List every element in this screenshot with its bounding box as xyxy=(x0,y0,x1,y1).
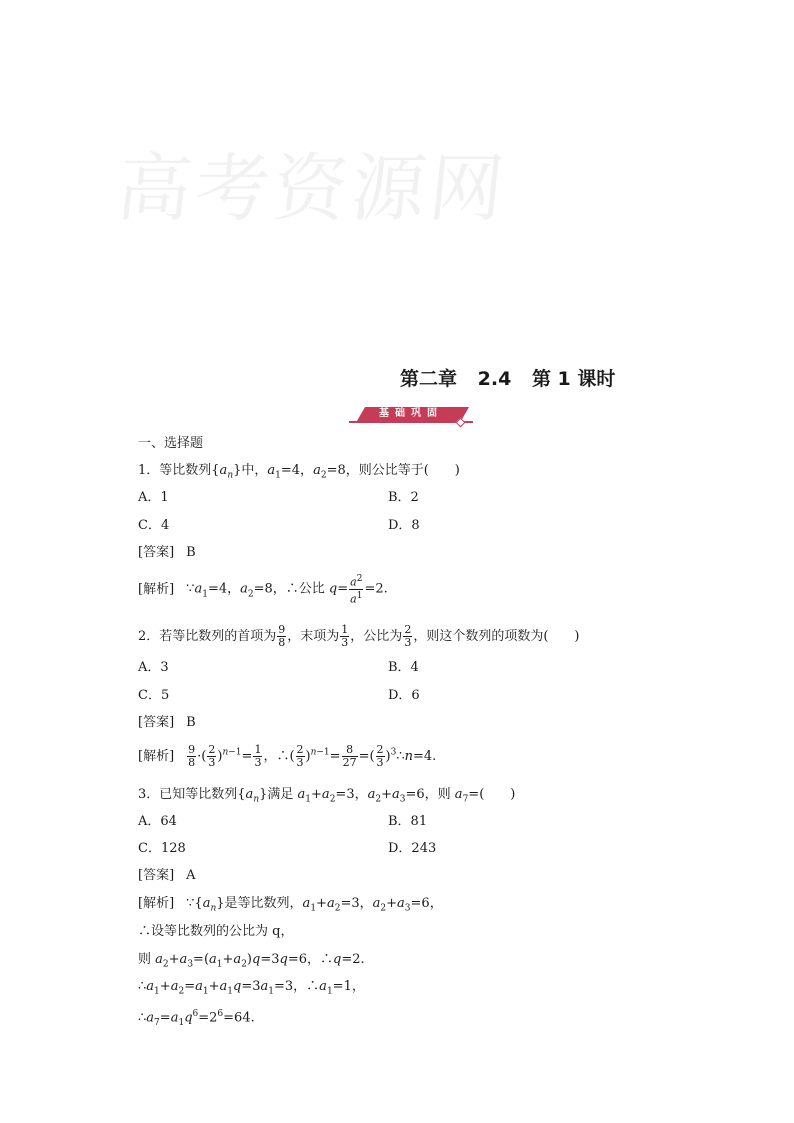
chapter-heading xyxy=(400,364,629,391)
question-3-option-a: A．64 xyxy=(138,814,177,829)
chapter-label: 第二章 xyxy=(400,368,458,390)
question-2-answer xyxy=(138,715,196,731)
question-2-option-c: C．5 xyxy=(138,688,170,703)
question-3-analysis-2: ∴设等比数列的公比为 q， xyxy=(138,924,294,939)
section-banner xyxy=(347,404,475,424)
question-3-analysis-1: [解析] $\because\{a_n\}$是等比数列，$a_1+a_2=3$，$a_2+a_3=6$， xyxy=(138,896,443,914)
question-1-stem: 1．等比数列$\{a_n\}$中，$a_1=4$，$a_2=8$，则公比等于( ) xyxy=(138,463,460,481)
banner-label: 基础巩固 xyxy=(379,408,443,419)
question-2-stem: 2．若等比数列的首项为 $\frac{9}{8}$ ，末项为 $\frac{1}{3}$ ，公比为 $\frac{2}{3}$ ，则这个数列的项数为( ) xyxy=(138,623,580,649)
answer-tag: [答案] xyxy=(138,715,175,730)
question-1-option-c: C．4 xyxy=(138,518,170,533)
question-2-option-b: B．4 xyxy=(388,660,419,675)
question-3-option-b: B．81 xyxy=(388,814,428,829)
question-1-option-a: A．1 xyxy=(138,490,169,505)
answer-tag: [答案] xyxy=(138,545,175,560)
question-1-answer xyxy=(138,545,196,561)
question-1-option-b: B．2 xyxy=(388,490,419,505)
watermark-logo: 高考资源网 xyxy=(112,146,512,232)
question-2-option-a: A．3 xyxy=(138,660,169,675)
question-2-analysis: [解析] $\frac{9}{8}$ ·( $\frac{2}{3}$ )$^{n-1}$= $\frac{1}{3}$ ，∴( $\frac{2}{3}$ )$^{n-1}$= $\frac{8}{27}$ =( $\frac{2}{3}$ )$^3$∴n=4. xyxy=(138,743,437,769)
answer-value: B xyxy=(186,715,196,730)
question-3-stem: 3．已知等比数列$\{a_n\}$满足 $a_1+a_2=3$，$a_2+a_3=6$，则 $a_7=$( ) xyxy=(138,787,516,805)
question-3-option-d: D．243 xyxy=(388,841,437,856)
question-3-analysis-4: $\therefore a_1+a_2=a_1+a_1q=3a_1=3$，$\therefore a_1=1$， xyxy=(138,979,365,997)
question-3-analysis-3: 则 $a_2+a_3=(a_1+a_2)q=3q=6$，∴q=2. xyxy=(138,952,365,970)
question-3-answer xyxy=(138,868,196,884)
question-2-option-d: D．6 xyxy=(388,688,420,703)
question-1-analysis: [解析] $\because a_1=4$，$a_2=8$，∴公比 q= $\frac{a^2}{a^1}$ =2. xyxy=(138,574,388,606)
question-3-option-c: C．128 xyxy=(138,841,186,856)
answer-value: B xyxy=(186,545,196,560)
section-title: 一、选择题 xyxy=(138,436,204,451)
analysis-tag: [解析] xyxy=(138,581,175,597)
answer-tag: [答案] xyxy=(138,868,175,883)
section-number: 2.4 xyxy=(477,368,512,390)
analysis-tag: [解析] xyxy=(138,749,175,764)
answer-value: A xyxy=(186,868,196,883)
question-1-option-d: D．8 xyxy=(388,518,420,533)
lesson-label: 第 1 课时 xyxy=(531,368,616,390)
question-3-analysis-5: $\therefore a_7=a_1q^6=2^6=64$. xyxy=(138,1009,255,1028)
analysis-tag: [解析] xyxy=(138,896,175,911)
